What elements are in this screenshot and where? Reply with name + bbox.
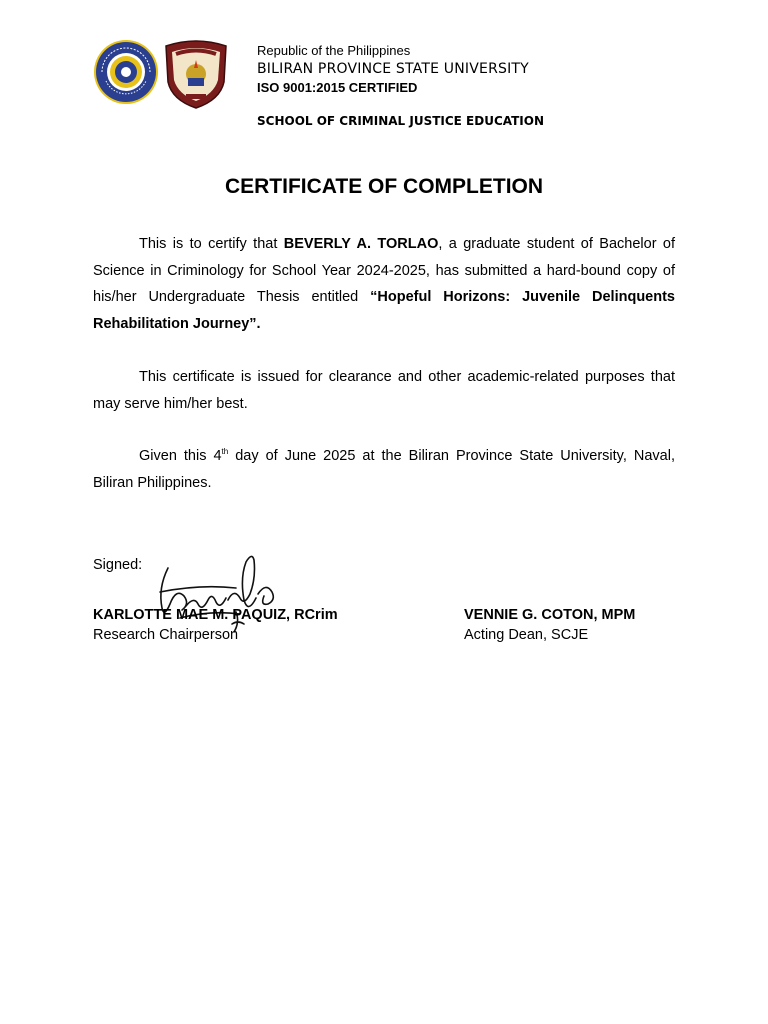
given-sup: th <box>221 447 229 457</box>
given-text-a: Given this 4 <box>139 448 222 464</box>
header-university: BILIRAN PROVINCE STATE UNIVERSITY <box>257 61 529 77</box>
header-iso-certified: ISO 9001:2015 CERTIFIED <box>257 80 418 95</box>
certify-text-b: , a graduate student of Bachelor of Science in Criminology for School Year 2024-2025, has submitted a hard-bound copy of his/her Undergraduate Thesis entitled <box>93 236 675 305</box>
student-name: BEVERLY A. TORLAO <box>283 236 439 252</box>
signer-1-name: KARLOTTE MAE M. PAQUIZ, RCrim <box>93 607 338 623</box>
purpose-text: This certificate is issued for clearance and other academic-related purposes that may serve him/her best. <box>93 369 675 412</box>
certify-paragraph <box>93 231 675 337</box>
thesis-title: “Hopeful Horizons: Juvenile Delinquents Rehabilitation Journey”. <box>93 289 675 332</box>
signer-2-title: Acting Dean, SCJE <box>464 627 589 643</box>
signer-2-name: VENNIE G. COTON, MPM <box>464 607 636 623</box>
purpose-paragraph <box>93 364 675 417</box>
signer-1-title: Research Chairperson <box>93 627 239 643</box>
header-republic: Republic of the Philippines <box>257 43 411 58</box>
certify-text-a: This is to certify that <box>139 236 284 252</box>
given-text-b: day of June 2025 at the Biliran Province State University, Naval, Biliran Philippines. <box>93 448 675 491</box>
bpsu-seal-logo <box>92 39 160 105</box>
header-school: SCHOOL OF CRIMINAL JUSTICE EDUCATION <box>257 114 545 128</box>
given-paragraph <box>93 443 675 496</box>
certificate-title: CERTIFICATE OF COMPLETION <box>224 175 544 198</box>
scje-shield-logo <box>162 38 230 110</box>
signed-label: Signed: <box>93 557 143 573</box>
